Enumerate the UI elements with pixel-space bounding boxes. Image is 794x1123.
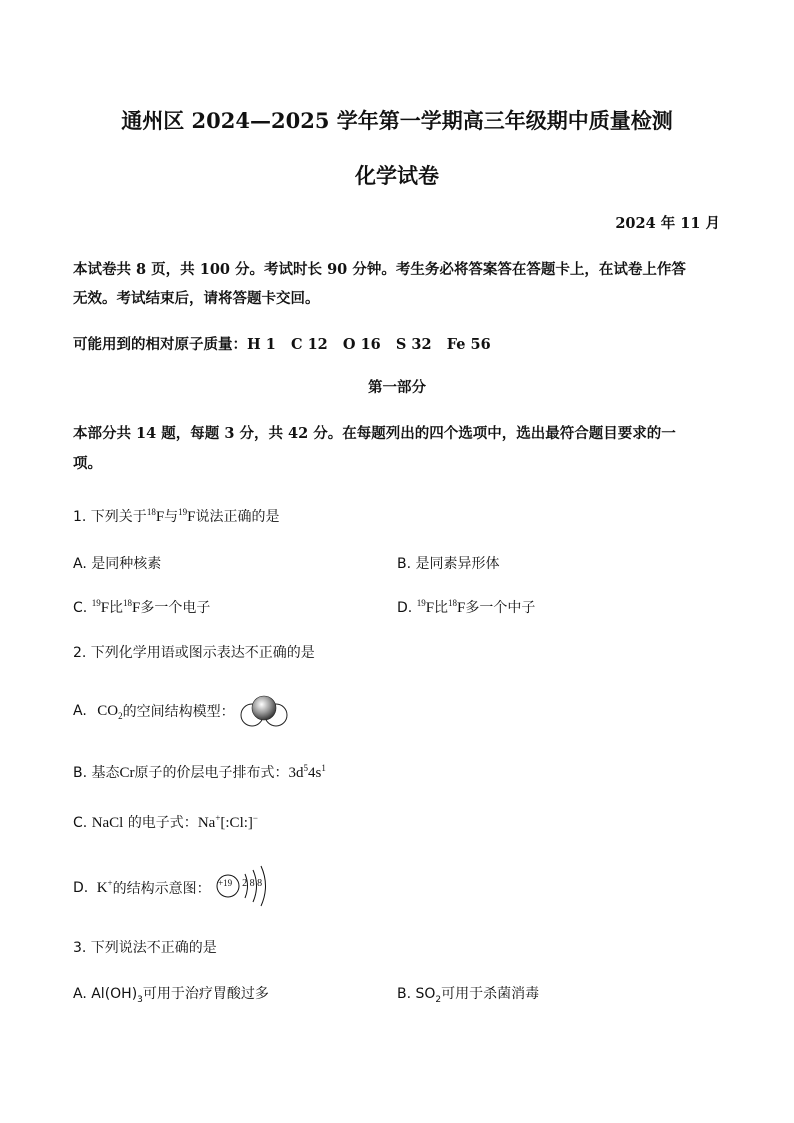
shell-electrons: 2 8 8 <box>242 878 263 889</box>
electron-count: 1 <box>321 763 326 773</box>
option-letter: D. <box>73 880 89 896</box>
option-letter: B. 基态 <box>73 765 120 781</box>
mass-number-18: 18 <box>448 598 458 608</box>
instructions-line-1: 本试卷共 8 页，共 100 分。考试时长 90 分钟。考生务必将答案答在答题卡上，在试卷上作答 <box>73 261 686 278</box>
fluorine-symbol: F <box>155 509 165 525</box>
charge: − <box>252 813 258 823</box>
orbital-4s: 4s <box>308 765 322 781</box>
option-letter: A. <box>73 703 87 719</box>
instructions-line-2: 无效。考试结束后，请将答题卡交回。 <box>73 290 320 307</box>
mass-number-18: 18 <box>146 507 156 517</box>
option-letter: A. Al(OH) <box>73 986 138 1002</box>
charge: + <box>215 813 221 823</box>
option-text: 可用于杀菌消毒 <box>441 986 540 1002</box>
k-ion-structure-diagram <box>215 864 277 912</box>
subject-title: 化学试卷 <box>355 163 439 188</box>
co2-space-filling-model-icon <box>239 694 289 728</box>
charge: + <box>107 877 113 888</box>
mass-number-19: 19 <box>91 598 101 608</box>
nucleus-charge: +19 <box>218 878 233 888</box>
q1-and: 与 <box>164 509 179 525</box>
option-letter: B. SO <box>397 986 436 1002</box>
part-heading: 第一部分 <box>368 379 426 396</box>
fluorine-symbol: F <box>187 509 196 525</box>
q2-option-a <box>73 694 289 728</box>
fluorine-symbol: F <box>457 600 466 616</box>
q1-stem-suffix: 说法正确的是 <box>195 509 280 525</box>
option-text: 多一个电子 <box>140 600 211 616</box>
option-letter: C. <box>73 600 88 616</box>
electron-count: 5 <box>303 763 309 773</box>
chromium-symbol: Cr <box>119 765 135 781</box>
orbital-3d: 3d <box>288 765 304 781</box>
q1-stem-prefix: 1. 下列关于 <box>73 509 147 525</box>
q2-option-d <box>73 864 277 912</box>
fluorine-symbol: F <box>425 600 435 616</box>
option-text: 多一个中子 <box>465 600 536 616</box>
co2-formula: CO <box>97 702 119 719</box>
subscript: 2 <box>118 710 123 721</box>
option-text: 的空间结构模型： <box>122 704 235 720</box>
bracket: ] <box>247 815 253 831</box>
q2-option-b <box>73 762 326 782</box>
compare-word: 比 <box>109 600 124 616</box>
subscript: 2 <box>435 994 442 1005</box>
compare-word: 比 <box>434 600 449 616</box>
potassium-symbol: K <box>96 879 108 896</box>
exam-date: 2024 年 11 月 <box>615 215 720 232</box>
option-text: 的电子式： <box>127 815 198 831</box>
mass-number-19: 19 <box>178 507 188 517</box>
q1-option-b: B. 是同素异形体 <box>397 556 500 572</box>
mass-number-19: 19 <box>416 598 426 608</box>
option-letter: C. <box>73 815 88 831</box>
q1-option-a: A. 是同种核素 <box>73 556 162 572</box>
option-text: 可用于治疗胃酸过多 <box>142 986 269 1002</box>
exam-title: 通州区 2024—2025 学年第一学期高三年级期中质量检测 <box>121 108 673 133</box>
question-3-stem: 3. 下列说法不正确的是 <box>73 940 217 956</box>
atomic-masses: 可能用到的相对原子质量：H 1 C 12 O 16 S 32 Fe 56 <box>73 336 491 353</box>
part-description-2: 项。 <box>73 455 102 472</box>
fluorine-symbol: F <box>132 600 141 616</box>
nacl-electron-formula <box>198 815 258 831</box>
chloride-with-electrons: :Cl: <box>225 815 248 831</box>
subscript: 3 <box>137 994 143 1005</box>
q2-option-c <box>73 812 258 832</box>
question-2-stem: 2. 下列化学用语或图示表达不正确的是 <box>73 645 315 661</box>
q1-option-d <box>397 597 535 617</box>
mass-number-18: 18 <box>123 598 133 608</box>
part-description-1: 本部分共 14 题，每题 3 分，共 42 分。在每题列出的四个选项中，选出最符合题目要求的一 <box>73 425 676 442</box>
fluorine-symbol: F <box>100 600 110 616</box>
nacl-formula: NaCl <box>91 815 124 831</box>
q3-option-a <box>73 983 269 1003</box>
q3-option-b <box>397 983 539 1003</box>
question-1-stem <box>73 506 280 526</box>
option-letter: D. <box>397 600 413 616</box>
option-text: 原子的价层电子排布式： <box>134 765 289 781</box>
bracket: [ <box>220 815 226 831</box>
option-text: 的结构示意图： <box>112 881 211 897</box>
sodium-symbol: Na <box>197 815 216 831</box>
q1-option-c <box>73 597 210 617</box>
